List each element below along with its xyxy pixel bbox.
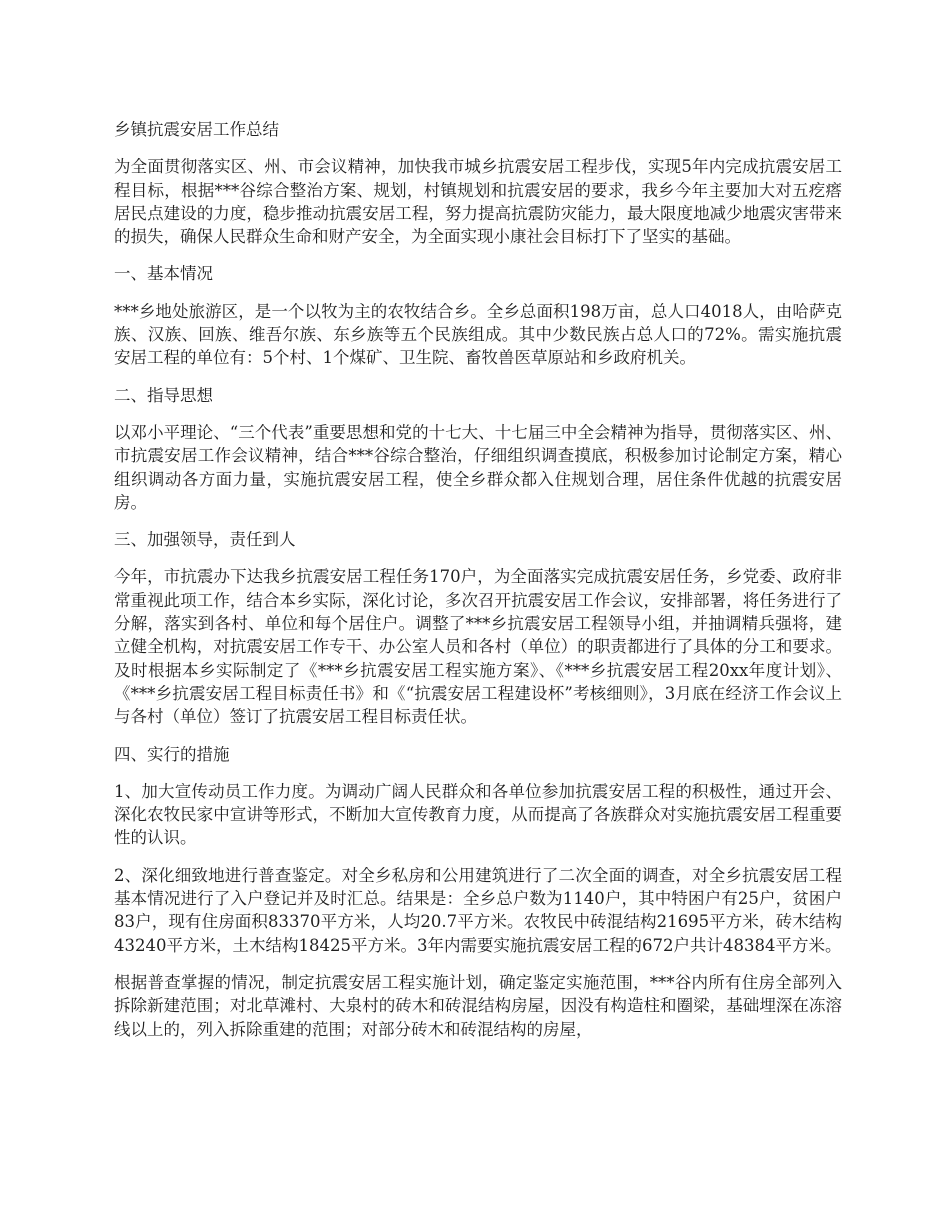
intro-paragraph: 为全面贯彻落实区、州、市会议精神，加快我市城乡抗震安居工程步伐，实现5年内完成抗震安居工程目标，根据***谷综合整治方案、规划，村镇规划和抗震安居的要求，我乡今年主要加大对五疙瘩居民点建设的力度，稳步推动抗震安居工程，努力提高抗震防灾能力，最大限度地减少地震灾害带来的损失，确保人民群众生命和财产安全，为全面实现小康社会目标打下了坚实的基础。 <box>114 157 842 247</box>
section-paragraph: 1、加大宣传动员工作力度。为调动广阔人民群众和各单位参加抗震安居工程的积极性，通过开会、深化农牧民家中宣讲等形式，不断加大宣传教育力度，从而提高了各族群众对实施抗震安居工程重要性的认识。 <box>114 781 842 848</box>
document-title: 乡镇抗震安居工作总结 <box>114 120 279 139</box>
section-paragraph: 以邓小平理论、“三个代表”重要思想和党的十七大、十七届三中全会精神为指导，贯彻落实区、州、市抗震安居工作会议精神，结合***谷综合整治，仔细组织调查摸底，积极参加讨论制定方案，精心组织调动各方面力量，实施抗震安居工程，使全乡群众都入住规划合理，居住条件优越的抗震安居房。 <box>114 422 842 512</box>
section-heading-basic-situation: 一、基本情况 <box>114 264 213 284</box>
section-paragraph: 今年，市抗震办下达我乡抗震安居工程任务170户，为全面落实完成抗震安居任务，乡党委、政府非常重视此项工作，结合本乡实际，深化讨论，多次召开抗震安居工作会议，安排部署，将任务进行了分解，落实到各村、单位和每个居住户。调整了***乡抗震安居工程领导小组，并抽调精兵强将，建立健全机构，对抗震安居工作专干、办公室人员和各村（单位）的职责都进行了具体的分工和要求。及时根据本乡实际制定了《***乡抗震安居工程实施方案》、《***乡抗震安居工程20xx年度计划》、《***乡抗震安居工程目标责任书》和《“抗震安居工程建设杯”考核细则》，3月底在经济工作会议上与各村（单位）签订了抗震安居工程目标责任状。 <box>114 567 842 727</box>
section-paragraph: 根据普查掌握的情况，制定抗震安居工程实施计划，确定鉴定实施范围，***谷内所有住房全部列入拆除新建范围；对北草滩村、大泉村的砖木和砖混结构房屋，因没有构造柱和圈梁，基础埋深在冻溶线以上的，列入拆除重建的范围；对部分砖木和砖混结构的房屋， <box>114 972 842 1039</box>
document-page <box>114 118 842 1055</box>
section-paragraph: 2、深化细致地进行普查鉴定。对全乡私房和公用建筑进行了二次全面的调查，对全乡抗震安居工程基本情况进行了入户登记并及时汇总。结果是：全乡总户数为1140户，其中特困户有25户，贫困户83户，现有住房面积83370平方米，人均20.7平方米。农牧民中砖混结构21695平方米，砖木结构43240平方米，土木结构18425平方米。3年内需要实施抗震安居工程的672户共计48384平方米。 <box>114 865 842 955</box>
section-heading-measures: 四、实行的措施 <box>114 744 230 764</box>
section-heading-guiding-ideology: 二、指导思想 <box>114 385 213 405</box>
section-paragraph: ***乡地处旅游区，是一个以牧为主的农牧结合乡。全乡总面积198万亩，总人口4018人，由哈萨克族、汉族、回族、维吾尔族、东乡族等五个民族组成。其中少数民族占总人口的72%。需实施抗震安居工程的单位有：5个村、1个煤矿、卫生院、畜牧兽医草原站和乡政府机关。 <box>114 301 842 368</box>
section-heading-leadership: 三、加强领导，责任到人 <box>114 530 296 550</box>
